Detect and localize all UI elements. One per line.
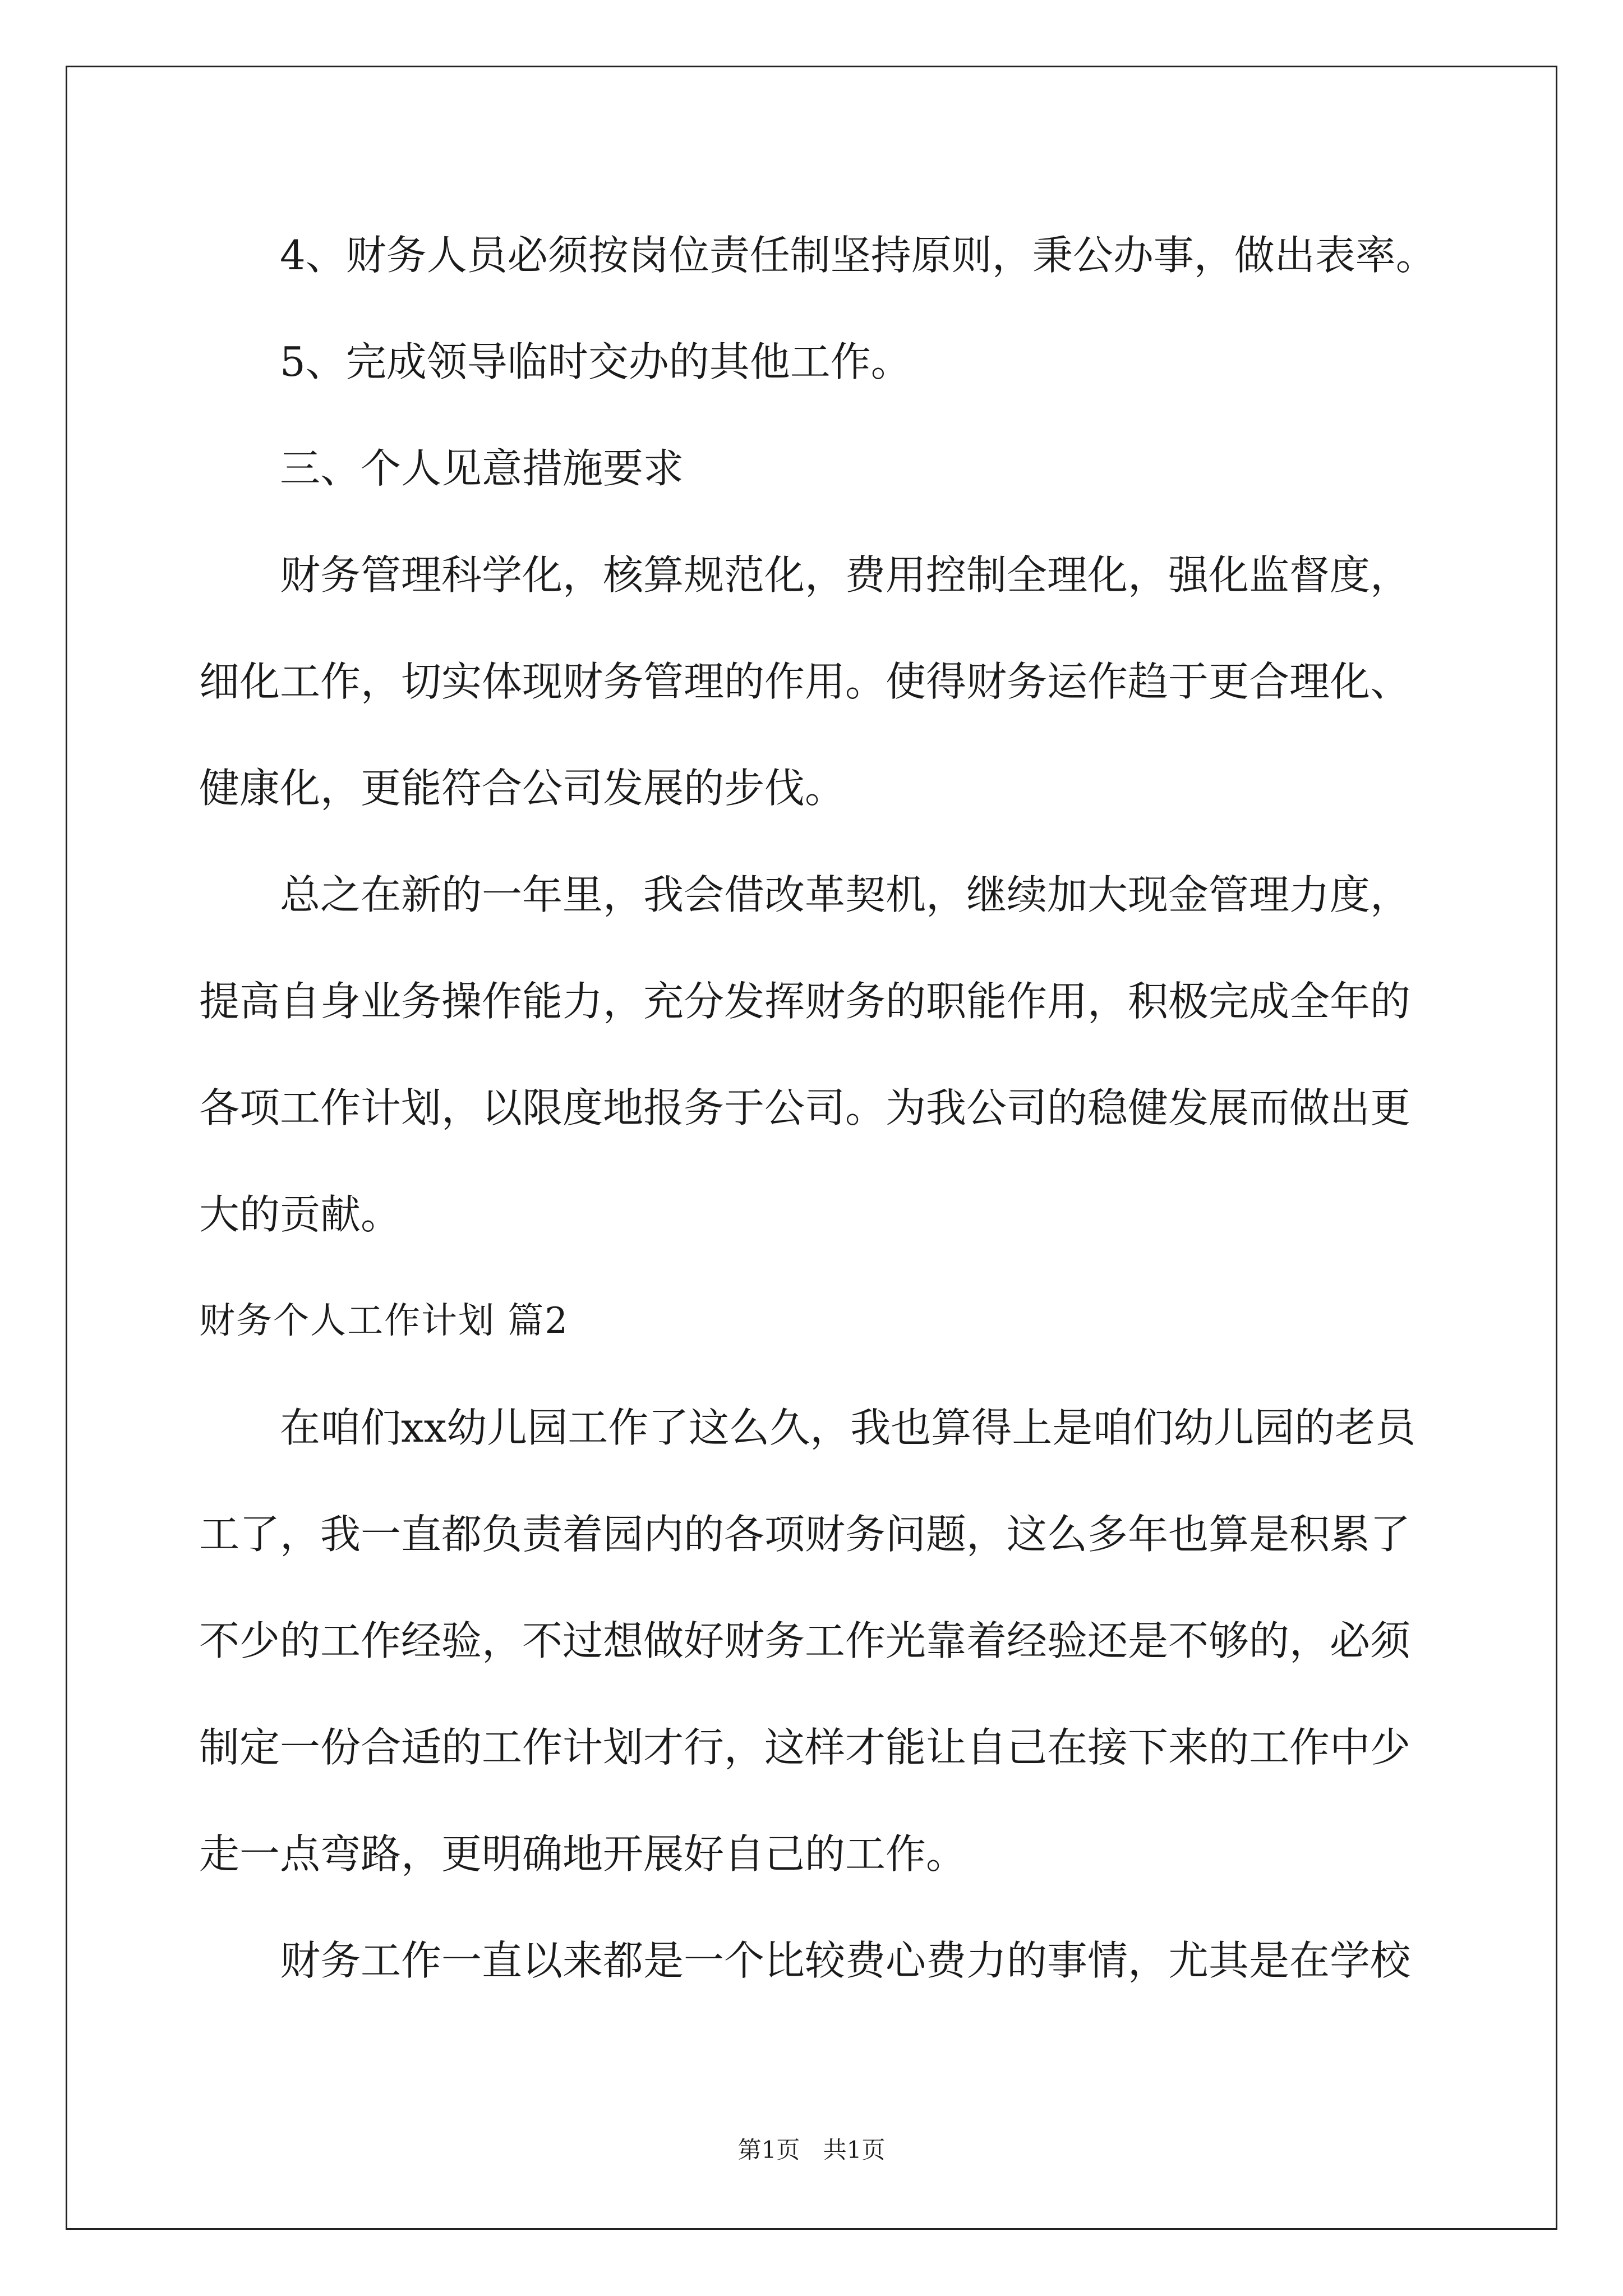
paragraph-line: 细化工作，切实体现财务管理的作用。使得财务运作趋于更合理化、 (199, 658, 1411, 705)
paragraph-line: 走一点弯路，更明确地开展好自己的工作。 (199, 1830, 967, 1878)
list-item: 5、完成领导临时交办的其他工作。 (280, 338, 911, 385)
paragraph-plan2-intro (199, 1374, 1438, 1907)
paragraph-line: 工了，我一直都负责着园内的各项财务问题，这么多年也算是积累了 (199, 1511, 1411, 1558)
page-number-current: 第1页 (737, 2136, 800, 2164)
paragraph-plan2-next (199, 1907, 1438, 2014)
paragraph-line: 总之在新的一年里，我会借改革契机，继续加大现金管理力度， (280, 871, 1411, 918)
plan-heading: 财务个人工作计划 篇2 (199, 1300, 569, 1342)
paragraph-line: 财务工作一直以来都是一个比较费心费力的事情，尤其是在学校 (280, 1937, 1411, 1984)
section-title: 三、个人见意措施要求 (280, 445, 684, 492)
paragraph-line: 财务管理科学化，核算规范化，费用控制全理化，强化监督度， (280, 551, 1411, 599)
paragraph-line: 不少的工作经验，不过想做好财务工作光靠着经验还是不够的，必须 (199, 1617, 1411, 1664)
list-item: 4、财务人员必须按岗位责任制坚持原则，秉公办事，做出表率。 (280, 232, 1436, 279)
paragraph-line: 大的贡献。 (199, 1191, 402, 1238)
document-body (199, 202, 1438, 2014)
paragraph-conclusion (199, 841, 1438, 1268)
paragraph-measures (199, 522, 1438, 841)
page-number-total: 共1页 (823, 2136, 886, 2164)
paragraph-line: 各项工作计划，以限度地报务于公司。为我公司的稳健发展而做出更 (199, 1084, 1411, 1131)
paragraph-line: 健康化，更能符合公司发展的步伐。 (199, 765, 846, 812)
paragraph-line: 提高自身业务操作能力，充分发挥财务的职能作用，积极完成全年的 (199, 978, 1411, 1025)
page-footer (0, 2132, 1623, 2165)
paragraph-line: 在咱们xx幼儿园工作了这么久，我也算得上是咱们幼儿园的老员 (280, 1404, 1416, 1451)
paragraph-line: 制定一份合适的工作计划才行，这样才能让自己在接下来的工作中少 (199, 1724, 1411, 1771)
